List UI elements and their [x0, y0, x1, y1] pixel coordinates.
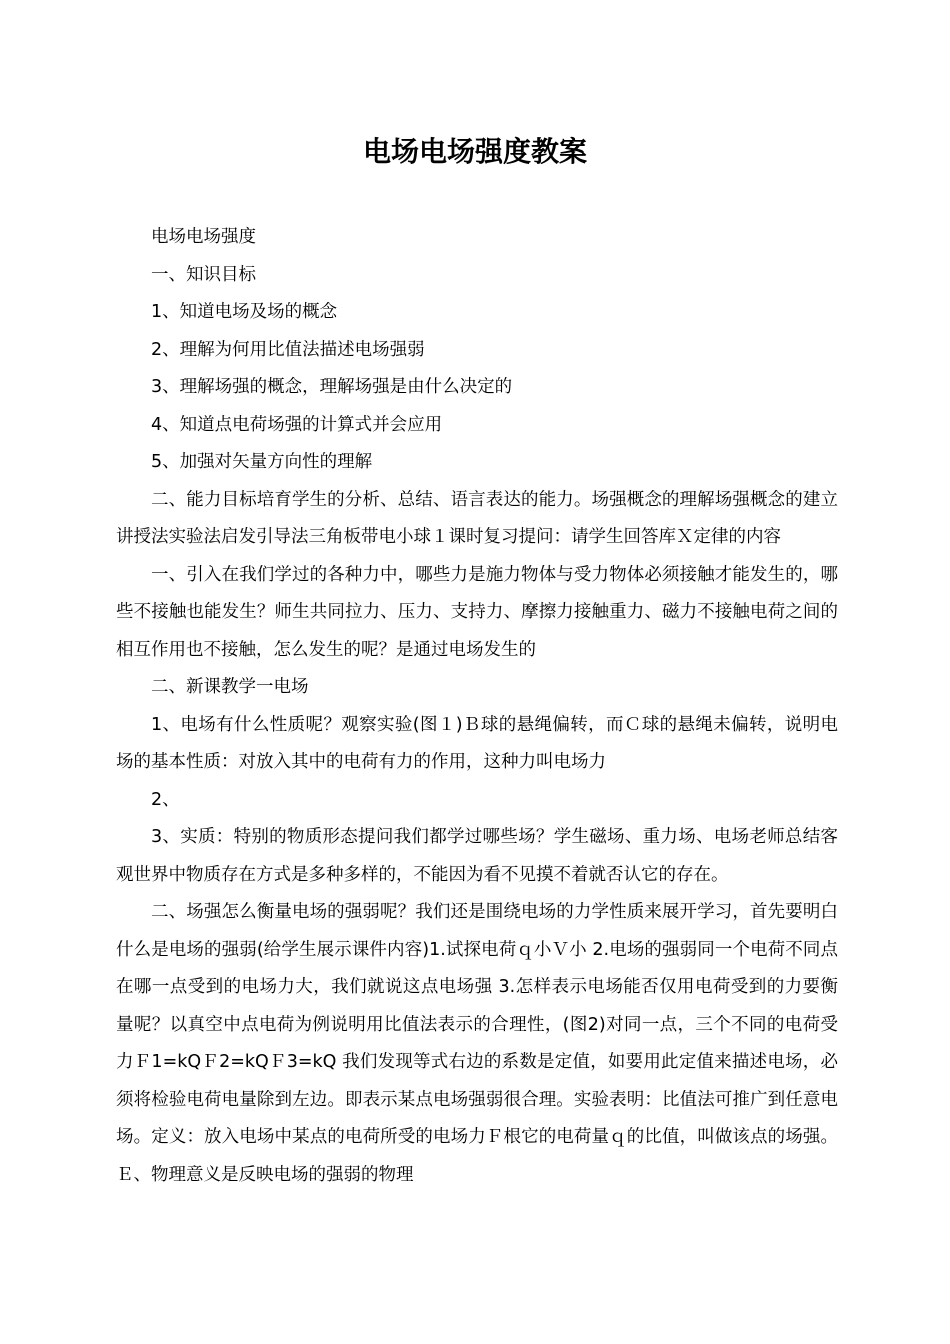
paragraph-item-2: 2、 — [151, 789, 180, 810]
paragraph-heading: 电场电场强度 — [151, 227, 256, 247]
paragraph-knowledge-goals: 一、知识目标 — [151, 264, 256, 285]
paragraph-goal-4: 4、知道点电荷场强的计算式并会应用 — [151, 414, 443, 435]
paragraph-goal-2: 2、理解为何用比值法描述电场强弱 — [151, 339, 425, 360]
paragraph-introduction: 一、引入在我们学过的各种力中，哪些力是施力物体与受力物体必须接触才能发生的，哪些不接触也能发生？师生共同拉力、压力、支持力、摩擦力接触重力、磁力不接触电荷之间的相互作用也不接触，怎么发生的呢？是通过电场发生的 — [116, 564, 838, 660]
document-body — [116, 219, 838, 1194]
paragraph-field-strength: 二、场强怎么衡量电场的强弱呢？我们还是围绕电场的力学性质来展开学习，首先要明白什么是电场的强弱(给学生展示课件内容)1.试探电荷ｑ小Ｖ小 2.电场的强弱同一个电荷不同点在哪一点受到的电场力大，我们就说这点电场强 3.怎样表示电场能否仅用电荷受到的力要衡量呢？以真空中点电荷为例说明用比值法表示的合理性，(图2)对同一点，三个不同的电荷受力Ｆ1=kQＦ2=kQＦ3=kQ 我们发现等式右边的系数是定值，如要用此定值来描述电场，必须将检验电荷电量除到左边。即表示某点电场强弱很合理。实验表明：比值法可推广到任意电场。定义：放入电场中某点的电荷所受的电场力Ｆ根它的电荷量ｑ的比值，叫做该点的场强。Ｅ、物理意义是反映电场的强弱的物理 — [116, 902, 838, 1185]
paragraph-goal-5: 5、加强对矢量方向性的理解 — [151, 452, 373, 472]
paragraph-field-property: 1、电场有什么性质呢？观察实验(图１)Ｂ球的悬绳偏转，而Ｃ球的悬绳未偏转，说明电场的基本性质：对放入其中的电荷有力的作用，这种力叫电场力 — [116, 714, 838, 772]
paragraph-goal-3: 3、理解场强的概念，理解场强是由什么决定的 — [151, 377, 513, 397]
document-title: 电场电场强度教案 — [362, 135, 587, 168]
paragraph-essence: 3、实质：特别的物质形态提问我们都学过哪些场？学生磁场、重力场、电场老师总结客观世界中物质存在方式是多种多样的，不能因为看不见摸不着就否认它的存在。 — [116, 827, 838, 885]
paragraph-goal-1: 1、知道电场及场的概念 — [151, 302, 338, 322]
paragraph-ability-goals: 二、能力目标培育学生的分析、总结、语言表达的能力。场强概念的理解场强概念的建立讲授法实验法启发引导法三角板带电小球１课时复习提问：请学生回答库Ｘ定律的内容 — [116, 489, 838, 547]
paragraph-new-lesson: 二、新课教学一电场 — [151, 677, 309, 697]
